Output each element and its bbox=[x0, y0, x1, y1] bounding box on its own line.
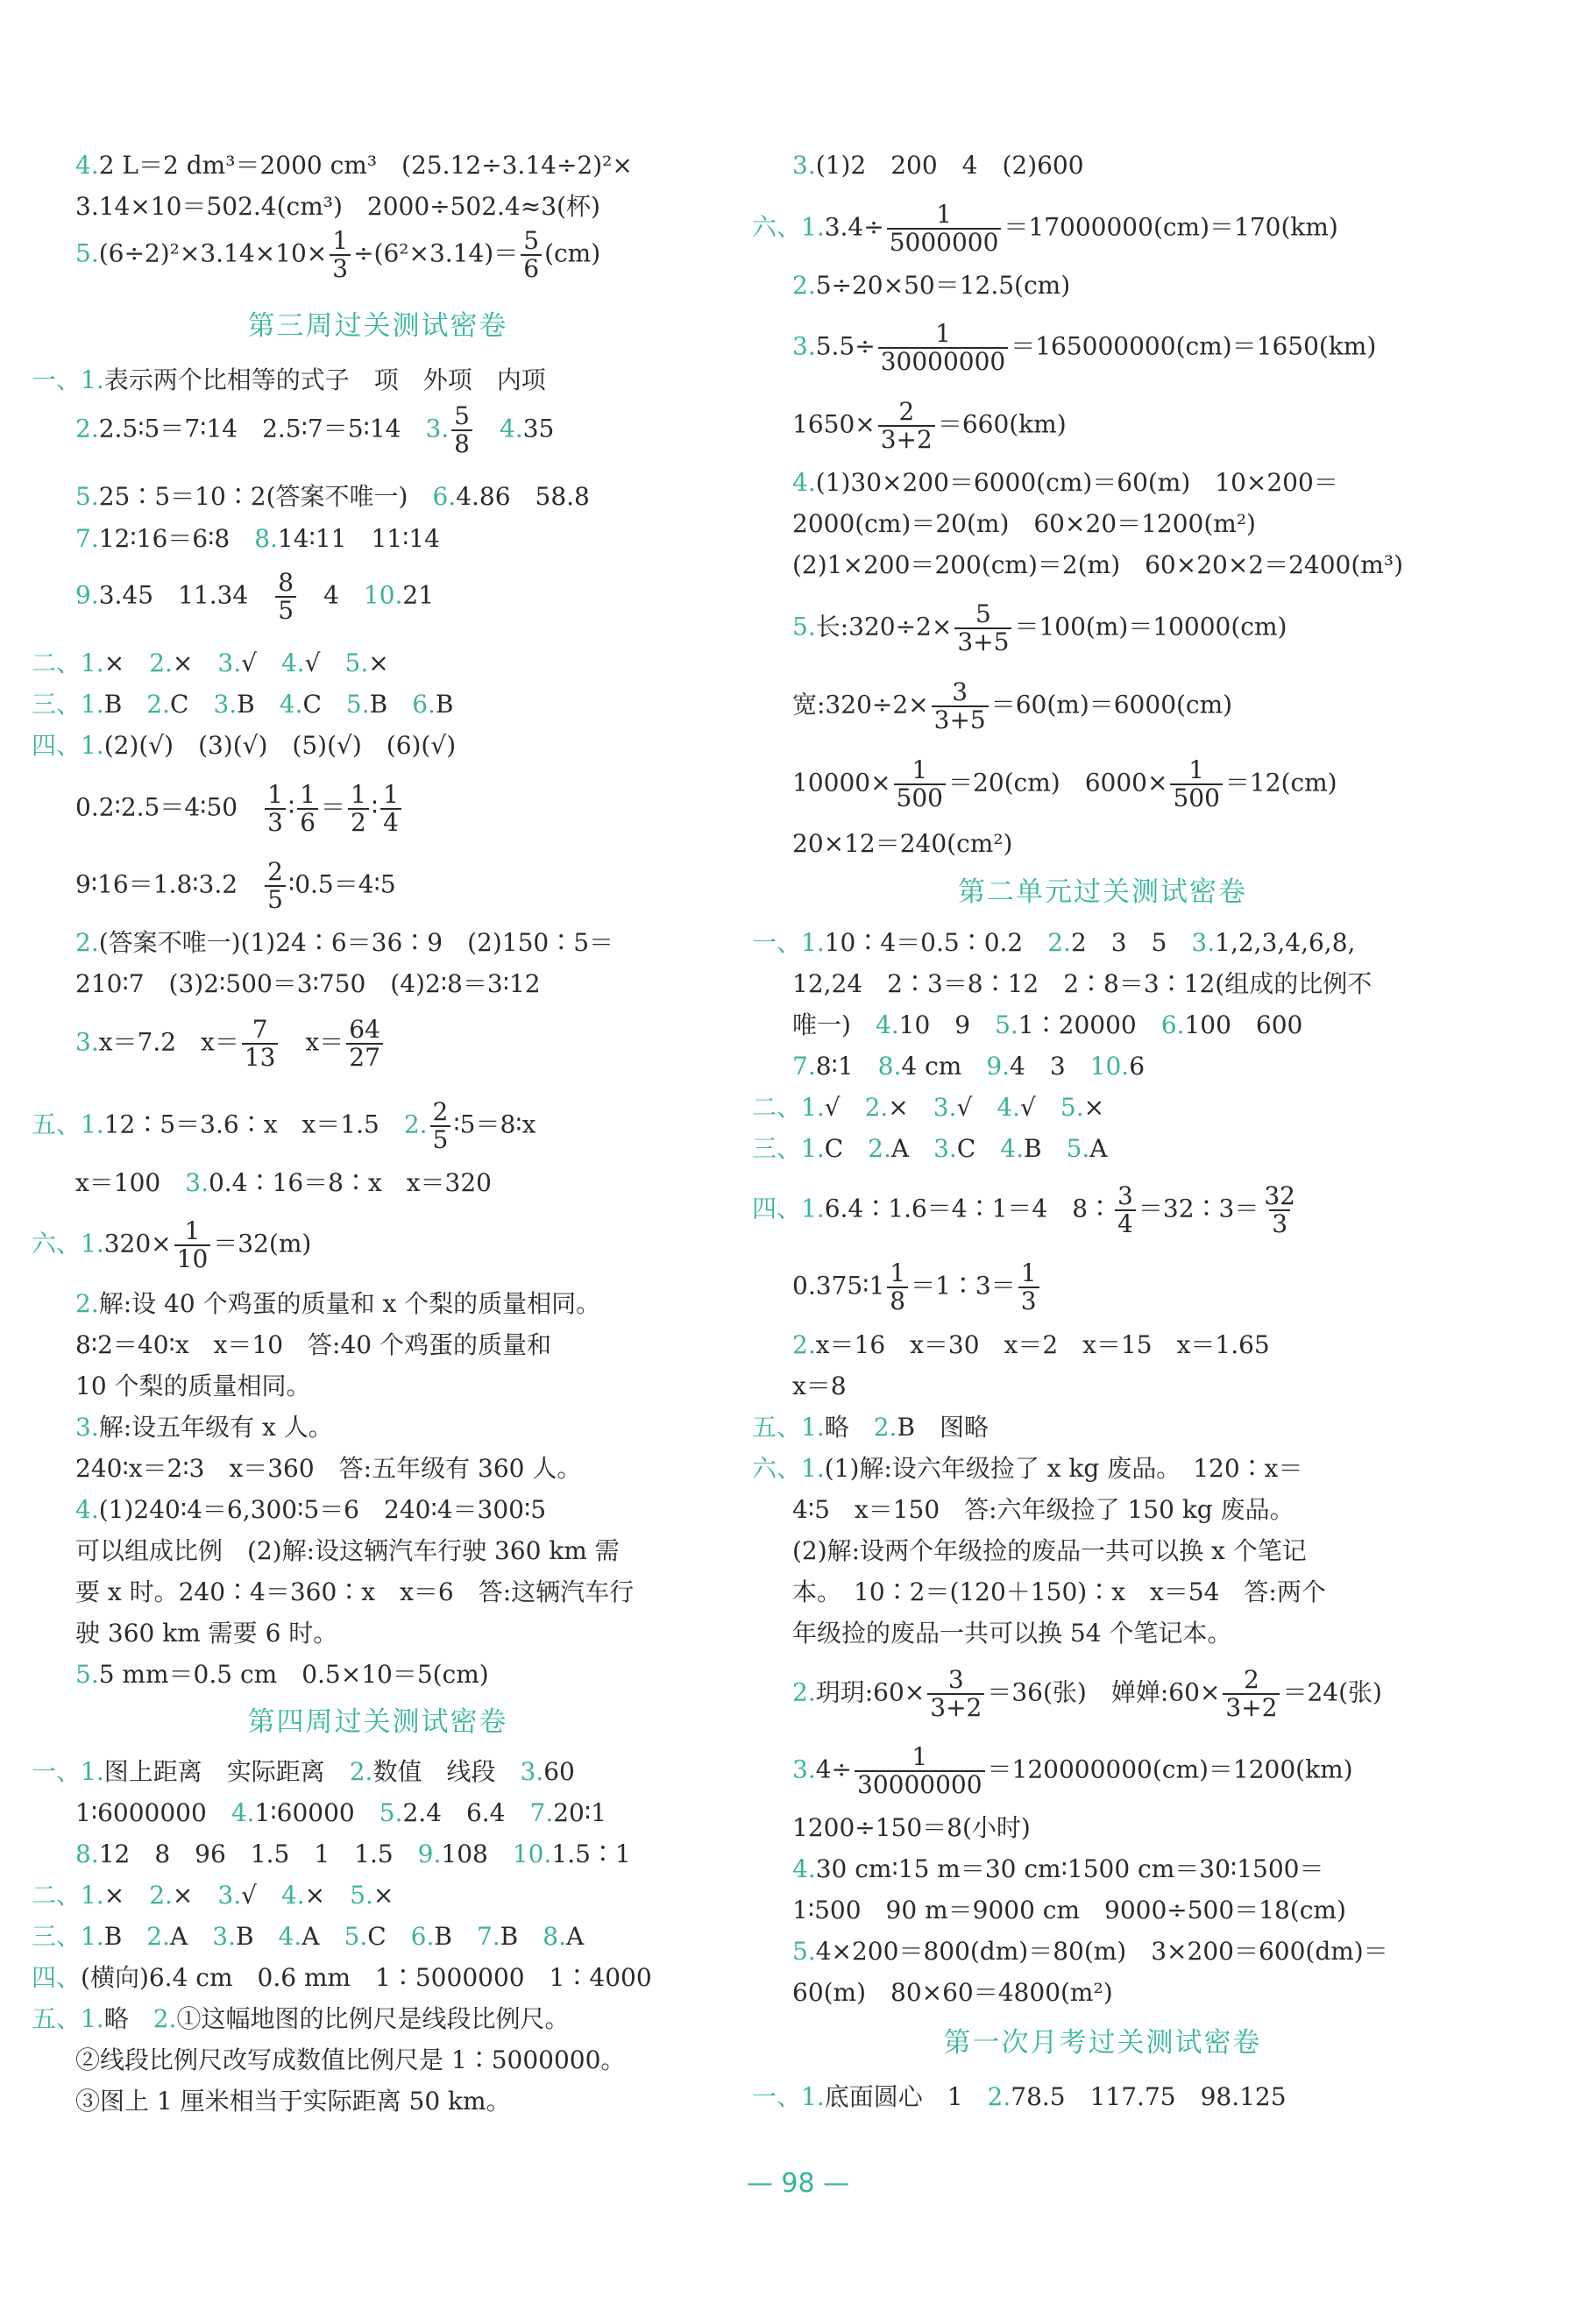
answer-line: 2.2.5∶5＝7∶14 2.5∶7＝5∶14 3. $\frac{5}{8}$ 4.35 bbox=[75, 401, 555, 458]
fraction: $\frac{2}{5}$ bbox=[265, 859, 286, 913]
fraction: $\frac{1}{3}$ bbox=[1018, 1260, 1039, 1315]
answer-line: 20×12＝240(cm²) bbox=[792, 829, 1013, 858]
answer-line: 5.4×200＝800(dm)＝80(m) 3×200＝600(dm)＝ bbox=[792, 1937, 1388, 1966]
answer-line: 一、1.图上距离 实际距离 2.数值 线段 3.60 bbox=[32, 1757, 575, 1786]
answer-line: 年级捡的废品一共可以换 54 个笔记本。 bbox=[792, 1619, 1232, 1648]
answer-line: 5.(6÷2)²×3.14×10× $\frac{1}{3}$ ÷(6²×3.14)＝ $\frac{5}{6}$ (cm) bbox=[75, 226, 601, 283]
section-title: 第三周过关测试密卷 bbox=[247, 310, 508, 342]
fraction: $\frac{5}{6}$ bbox=[521, 228, 542, 282]
fraction: $\frac{5}{8}$ bbox=[451, 403, 472, 457]
answer-line: 六、1.3.4÷ $\frac{1}{5000000}$ ＝17000000(cm)＝170(km) bbox=[752, 200, 1338, 257]
answer-line: 0.2∶2.5＝4∶50 $\frac{1}{3}$ ∶ $\frac{1}{6}$ ＝ $\frac{1}{2}$ ∶ $\frac{1}{4}$ bbox=[75, 782, 404, 836]
answer-line: 3.解:设五年级有 x 人。 bbox=[75, 1413, 333, 1442]
fraction: $\frac{1}{6}$ bbox=[297, 782, 318, 836]
answer-line: 三、1.B 2.C 3.B 4.C 5.B 6.B bbox=[32, 690, 454, 719]
answer-line: 2.x＝16 x＝30 x＝2 x＝15 x＝1.65 bbox=[792, 1330, 1270, 1359]
answer-line: (2)解:设两个年级捡的废品一共可以换 x 个笔记 bbox=[792, 1536, 1307, 1565]
answer-line: 三、1.C 2.A 3.C 4.B 5.A bbox=[752, 1134, 1108, 1163]
fraction: $\frac{2}{5}$ bbox=[430, 1099, 451, 1153]
answer-line: 2.5÷20×50＝12.5(cm) bbox=[792, 271, 1071, 300]
answer-line: 0.375∶1 $\frac{1}{8}$ ＝1∶3＝ $\frac{1}{3}$ bbox=[792, 1260, 1042, 1315]
fraction: $\frac{32}{3}$ bbox=[1264, 1181, 1295, 1238]
answer-line: 4.(1)30×200＝6000(cm)＝60(m) 10×200＝ bbox=[792, 468, 1338, 497]
answer-line: 5.25∶5＝10∶2(答案不唯一) 6.4.86 58.8 bbox=[75, 482, 590, 511]
fraction: $\frac{5}{3+5}$ bbox=[954, 601, 1011, 656]
answer-line: 9.3.45 11.34 $\frac{8}{5}$ 4 10.21 bbox=[75, 568, 435, 625]
answer-line: ②线段比例尺改写成数值比例尺是 1∶5000000。 bbox=[75, 2045, 626, 2074]
answer-line: 8∶2＝40∶x x＝10 答:40 个鸡蛋的质量和 bbox=[75, 1330, 552, 1359]
answer-line: 驶 360 km 需要 6 时。 bbox=[75, 1619, 338, 1648]
answer-line: 4.30 cm∶15 m＝30 cm∶1500 cm＝30∶1500＝ bbox=[792, 1854, 1324, 1883]
answer-line: 10000× $\frac{1}{500}$ ＝20(cm) 6000× $\frac{1}{500}$ ＝12(cm) bbox=[792, 755, 1337, 812]
answer-line: 4∶5 x＝150 答:六年级捡了 150 kg 废品。 bbox=[792, 1495, 1295, 1524]
answer-line: 9∶16＝1.8∶3.2 $\frac{2}{5}$ ∶0.5＝4∶5 bbox=[75, 857, 396, 914]
answer-line: 7.12∶16＝6∶8 8.14∶11 11∶14 bbox=[75, 524, 440, 553]
answer-line: 二、1.× 2.× 3.√ 4.√ 5.× bbox=[32, 649, 389, 677]
answer-line: 8.12 8 96 1.5 1 1.5 9.108 10.1.5∶1 bbox=[75, 1840, 631, 1868]
answer-line: (2)1×200＝200(cm)＝2(m) 60×20×2＝2400(m³) bbox=[792, 550, 1403, 579]
answer-line: 三、1.B 2.A 3.B 4.A 5.C 6.B 7.B 8.A bbox=[32, 1922, 585, 1951]
fraction: $\frac{3}{4}$ bbox=[1115, 1183, 1136, 1237]
answer-line: 六、1.320× $\frac{1}{10}$ ＝32(m) bbox=[32, 1216, 312, 1273]
answer-line: 60(m) 80×60＝4800(m²) bbox=[792, 1978, 1113, 2007]
fraction: $\frac{1}{10}$ bbox=[174, 1218, 211, 1272]
answer-line: 4.2 L＝2 dm³＝2000 cm³ (25.12÷3.14÷2)²× bbox=[75, 151, 633, 180]
fraction: $\frac{7}{13}$ bbox=[242, 1017, 279, 1071]
answer-line: 10 个梨的质量相同。 bbox=[75, 1372, 311, 1400]
answer-line: 7.8∶1 8.4 cm 9.4 3 10.6 bbox=[792, 1052, 1146, 1081]
answer-line: 二、1.√ 2.× 3.√ 4.√ 5.× bbox=[752, 1093, 1105, 1122]
answer-line: 240∶x＝2∶3 x＝360 答:五年级有 360 人。 bbox=[75, 1454, 582, 1483]
answer-line: 可以组成比例 (2)解:设这辆汽车行驶 360 km 需 bbox=[75, 1536, 620, 1565]
answer-line: 五、1.略 2.B 图略 bbox=[752, 1413, 990, 1442]
fraction: $\frac{1}{8}$ bbox=[887, 1260, 908, 1315]
answer-line: 2000(cm)＝20(m) 60×20＝1200(m²) bbox=[792, 509, 1256, 538]
answer-line: 唯一) 4.10 9 5.1∶20000 6.100 600 bbox=[792, 1010, 1303, 1039]
fraction: $\frac{2}{3+2}$ bbox=[1223, 1667, 1280, 1721]
fraction: $\frac{1}{3}$ bbox=[330, 228, 351, 282]
answer-line: 12,24 2∶3＝8∶12 2∶8＝3∶12(组成的比例不 bbox=[792, 969, 1373, 998]
answer-line: 5.5 mm＝0.5 cm 0.5×10＝5(cm) bbox=[75, 1660, 489, 1689]
answer-line: 五、1.12∶5＝3.6∶x x＝1.5 2. $\frac{2}{5}$ ∶5＝8∶x bbox=[32, 1097, 536, 1154]
answer-line: 一、1.10∶4＝0.5∶0.2 2.2 3 5 3.1,2,3,4,6,8, bbox=[752, 928, 1356, 957]
fraction: $\frac{8}{5}$ bbox=[275, 570, 296, 624]
answer-line: 四、(横向)6.4 cm 0.6 mm 1∶5000000 1∶4000 bbox=[32, 1963, 652, 1992]
fraction: $\frac{1}{500}$ bbox=[894, 757, 946, 812]
answer-line: 2.(答案不唯一)(1)24∶6＝36∶9 (2)150∶5＝ bbox=[75, 928, 614, 957]
fraction: $\frac{1}{2}$ bbox=[348, 782, 369, 836]
section-title: 第一次月考过关测试密卷 bbox=[943, 2027, 1262, 2059]
answer-line: 4.(1)240∶4＝6,300∶5＝6 240∶4＝300∶5 bbox=[75, 1495, 547, 1524]
answer-line: x＝100 3.0.4∶16＝8∶x x＝320 bbox=[75, 1168, 492, 1197]
section-title: 第四周过关测试密卷 bbox=[247, 1706, 508, 1738]
answer-line: 3.(1)2 200 4 (2)600 bbox=[792, 151, 1084, 180]
answer-line: 本。 10∶2＝(120＋150)∶x x＝54 答:两个 bbox=[792, 1577, 1326, 1606]
fraction: $\frac{1}{500}$ bbox=[1170, 757, 1222, 812]
answer-line: 二、1.× 2.× 3.√ 4.× 5.× bbox=[32, 1881, 394, 1910]
answer-line: 1650× $\frac{2}{3+2}$ ＝660(km) bbox=[792, 397, 1067, 454]
fraction: $\frac{3}{3+5}$ bbox=[932, 679, 989, 734]
answer-line: 一、1.底面圆心 1 2.78.5 117.75 98.125 bbox=[752, 2082, 1287, 2111]
answer-line: 一、1.表示两个比相等的式子 项 外项 内项 bbox=[32, 365, 546, 394]
answer-line: 3.5.5÷ $\frac{1}{30000000}$ ＝165000000(cm)＝1650(km) bbox=[792, 319, 1377, 376]
answer-line: 3.4÷ $\frac{1}{30000000}$ ＝120000000(cm)＝1200(km) bbox=[792, 1742, 1353, 1799]
page-number: — 98 — bbox=[746, 2168, 850, 2199]
fraction: $\frac{3}{3+2}$ bbox=[927, 1667, 984, 1721]
answer-line: 四、1.(2)(√) (3)(√) (5)(√) (6)(√) bbox=[32, 731, 457, 760]
fraction: $\frac{1}{5000000}$ bbox=[887, 202, 1002, 256]
answer-line: x＝8 bbox=[792, 1372, 847, 1400]
fraction: $\frac{1}{3}$ bbox=[265, 782, 286, 836]
fraction: $\frac{1}{30000000}$ bbox=[855, 1744, 985, 1798]
answer-line: 五、1.略 2.①这幅地图的比例尺是线段比例尺。 bbox=[32, 2004, 570, 2033]
answer-line: 210∶7 (3)2∶500＝3∶750 (4)2∶8＝3∶12 bbox=[75, 969, 541, 998]
answer-line: 要 x 时。240∶4＝360∶x x＝6 答:这辆汽车行 bbox=[75, 1577, 635, 1606]
answer-line: 1∶500 90 m＝9000 cm 9000÷500＝18(cm) bbox=[792, 1896, 1346, 1925]
answer-line: 3.x＝7.2 x＝ $\frac{7}{13}$ x＝ $\frac{64}{27}$ bbox=[75, 1017, 386, 1071]
answer-line: 宽:320÷2× $\frac{3}{3+5}$ ＝60(m)＝6000(cm) bbox=[792, 677, 1233, 734]
fraction: $\frac{2}{3+2}$ bbox=[878, 399, 935, 453]
answer-line: 1∶6000000 4.1∶60000 5.2.4 6.4 7.20∶1 bbox=[75, 1798, 606, 1827]
answer-line: ③图上 1 厘米相当于实际距离 50 km。 bbox=[75, 2087, 511, 2116]
answer-line: 六、1.(1)解:设六年级捡了 x kg 废品。 120∶x＝ bbox=[752, 1454, 1303, 1483]
section-title: 第二单元过关测试密卷 bbox=[958, 876, 1247, 908]
answer-line: 1200÷150＝8(小时) bbox=[792, 1813, 1031, 1842]
fraction: $\frac{1}{30000000}$ bbox=[878, 321, 1009, 375]
answer-line: 2.玥玥:60× $\frac{3}{3+2}$ ＝36(张) 婵婵:60× $\frac{2}{3+2}$ ＝24(张) bbox=[792, 1665, 1382, 1722]
answer-line: 2.解:设 40 个鸡蛋的质量和 x 个梨的质量相同。 bbox=[75, 1289, 601, 1318]
answer-line: 四、1.6.4∶1.6＝4∶1＝4 8∶ $\frac{3}{4}$ ＝32∶3＝ $\frac{32}{3}$ bbox=[752, 1183, 1301, 1237]
answer-line: 5.长:320÷2× $\frac{5}{3+5}$ ＝100(m)＝10000(cm) bbox=[792, 599, 1287, 656]
answer-line: 3.14×10＝502.4(cm³) 2000÷502.4≈3(杯) bbox=[75, 192, 600, 221]
fraction: $\frac{64}{27}$ bbox=[346, 1017, 383, 1071]
fraction: $\frac{1}{4}$ bbox=[380, 782, 401, 836]
